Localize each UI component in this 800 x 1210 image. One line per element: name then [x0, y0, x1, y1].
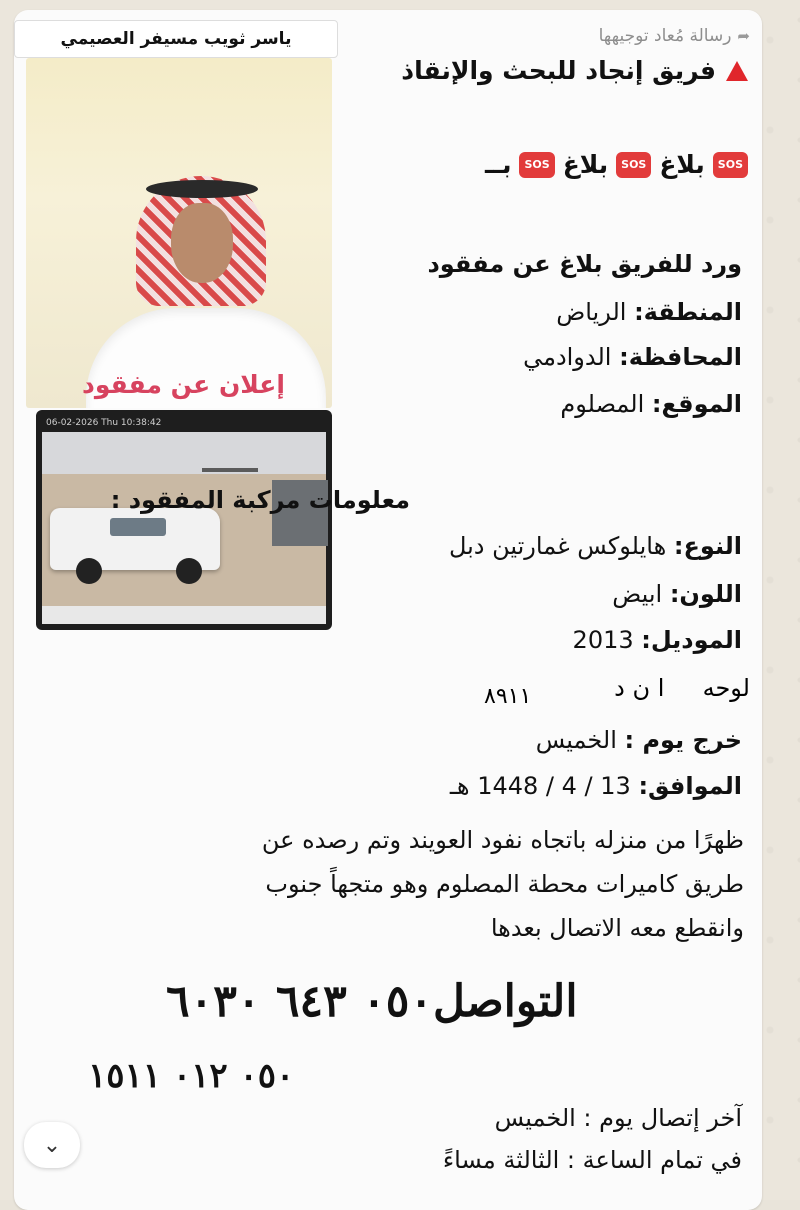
vehicle-color-line [612, 580, 742, 608]
report-intro: ورد للفريق بلاغ عن مفقود [427, 250, 742, 278]
vehicle-type-label: النوع: [673, 532, 742, 560]
chevron-down-icon: ⌄ [42, 1132, 62, 1158]
plate-number: ٨٩١١ [484, 684, 532, 709]
vehicle-model-label: الموديل: [641, 626, 742, 654]
truck-wheel [76, 558, 102, 584]
agal-shape [146, 180, 258, 198]
forward-arrow-icon: ➦ [737, 27, 750, 45]
date-value: 13 / 4 / 1448 هـ [449, 772, 631, 800]
description-paragraph: ظهرًا من منزله باتجاه نفود العويند وتم رصده عن طريق كاميرات محطة المصلوم وهو متجهاً جنوب وانقطع معه الاتصال بعدها [261, 826, 744, 942]
sos-word-trailing: بــ [485, 150, 512, 179]
vehicle-model-value: 2013 [572, 626, 634, 654]
scroll-down-button[interactable] [24, 1122, 80, 1168]
vehicle-color-label: اللون: [669, 580, 742, 608]
location-value: المصلوم [560, 390, 645, 418]
region-label: المنطقة: [634, 298, 742, 326]
contact-phone-second[interactable]: ٠٥٠ ٠١٢ ١٥١١ [88, 1056, 295, 1096]
forwarded-indicator [599, 26, 750, 46]
missing-person-photo[interactable] [26, 58, 332, 408]
cctv-timestamp: 06-02-2026 Thu 10:38:42 [46, 418, 162, 428]
left-day-label: خرج يوم : [624, 726, 742, 754]
region-value: الرياض [556, 298, 627, 326]
vehicle-type-value: هايلوكس غمارتين دبل [448, 532, 667, 560]
cctv-photo[interactable] [36, 410, 332, 630]
contact-line[interactable] [166, 976, 578, 1027]
vehicle-color-value: ابيض [612, 580, 663, 608]
plate-label: لوحه [702, 674, 750, 702]
plate-letters: ا ن د [614, 674, 665, 702]
contact-phone-main[interactable]: ٠٥٠ ٦٤٣ ٦٠٣٠ [166, 976, 433, 1027]
vehicle-type-line [449, 532, 742, 560]
left-day-value: الخميس [535, 726, 617, 754]
team-title [401, 56, 748, 85]
truck-window [110, 518, 166, 536]
plate-line [614, 674, 750, 702]
sos-badge-icon: SOS [616, 152, 651, 178]
region-line [556, 298, 742, 326]
team-title-text: فريق إنجاد للبحث والإنقاذ [401, 56, 716, 85]
vehicle-heading [111, 486, 410, 514]
cctv-bottom-strip [42, 606, 326, 624]
vehicle-model-line [573, 626, 742, 654]
last-contact-time: في تمام الساعة : الثالثة مساءً [442, 1146, 742, 1174]
date-label: الموافق: [638, 772, 742, 800]
last-contact-day: آخر إتصال يوم : الخميس [494, 1104, 742, 1132]
truck-wheel [176, 558, 202, 584]
warning-triangle-icon [726, 61, 748, 81]
location-line [560, 390, 742, 418]
left-day-line [536, 726, 742, 754]
location-label: الموقع: [651, 390, 742, 418]
sos-word: بلاغ [659, 150, 705, 179]
sos-line [485, 150, 748, 179]
sos-word: بلاغ [562, 150, 609, 179]
sender-name-label: ياسر ثويب مسيفر العصيمي [14, 20, 338, 58]
missing-caption: إعلان عن مفقود [82, 370, 285, 399]
governorate-value: الدوادمي [523, 343, 612, 371]
sos-badge-icon: SOS [713, 152, 748, 178]
contact-label: التواصل [433, 976, 578, 1027]
vehicle-heading-text: معلومات مركبة المفقود : [110, 486, 410, 514]
cctv-sky [42, 432, 326, 474]
date-line [450, 772, 742, 800]
governorate-label: المحافظة: [619, 343, 742, 371]
governorate-line [523, 343, 742, 371]
sos-badge-icon: SOS [519, 152, 554, 178]
forwarded-label: رسالة مُعاد توجيهها [598, 26, 732, 46]
face-shape [171, 203, 233, 283]
